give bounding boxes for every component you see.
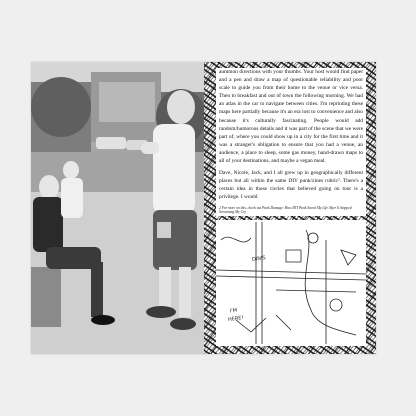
paragraph-2: Dave, Nicole, Jack, and I all grew up in geographically different places but all within the same DIY punk/zines rubric². There's a certain idea in those circles that believed going on tour is a privilege. I would — [219, 170, 363, 201]
map-label-dinis: DINIS — [251, 255, 267, 263]
map-label-here: HERE! — [227, 314, 244, 324]
footnote: 2 For more on this, check out Punk Damage: How DIY Punk Saved My Life After It Stopped Screaming My Cry — [219, 205, 352, 215]
text-page — [204, 62, 376, 354]
band-photo — [31, 62, 204, 354]
body-text-box — [216, 68, 366, 216]
book-spread — [31, 62, 376, 354]
map-label-im: I'M — [229, 307, 238, 315]
hand-drawn-map — [216, 220, 366, 346]
paragraph-1: aummon directions with your thumbs. Your host would find paper and a pen and draw a map of questionable reliability and poor scale to guide you from their home to the venue or vice versa. Then to breakfast and out of town the following morning. We had an atlas in the car to navigate between cities. I'm reprinting these maps here partially because it's an era lost to convenience and also because it's culturally fascinating. People would add random/humorous details and it was part of the scene that we were part of, where you could show up in a city for the first time and it was a stranger's obligation to ensure that you had a venue, an audience, a place to sleep, some gas money, hand-drawn maps to all of your destinations, and maybe a vegan meal. — [219, 69, 363, 165]
